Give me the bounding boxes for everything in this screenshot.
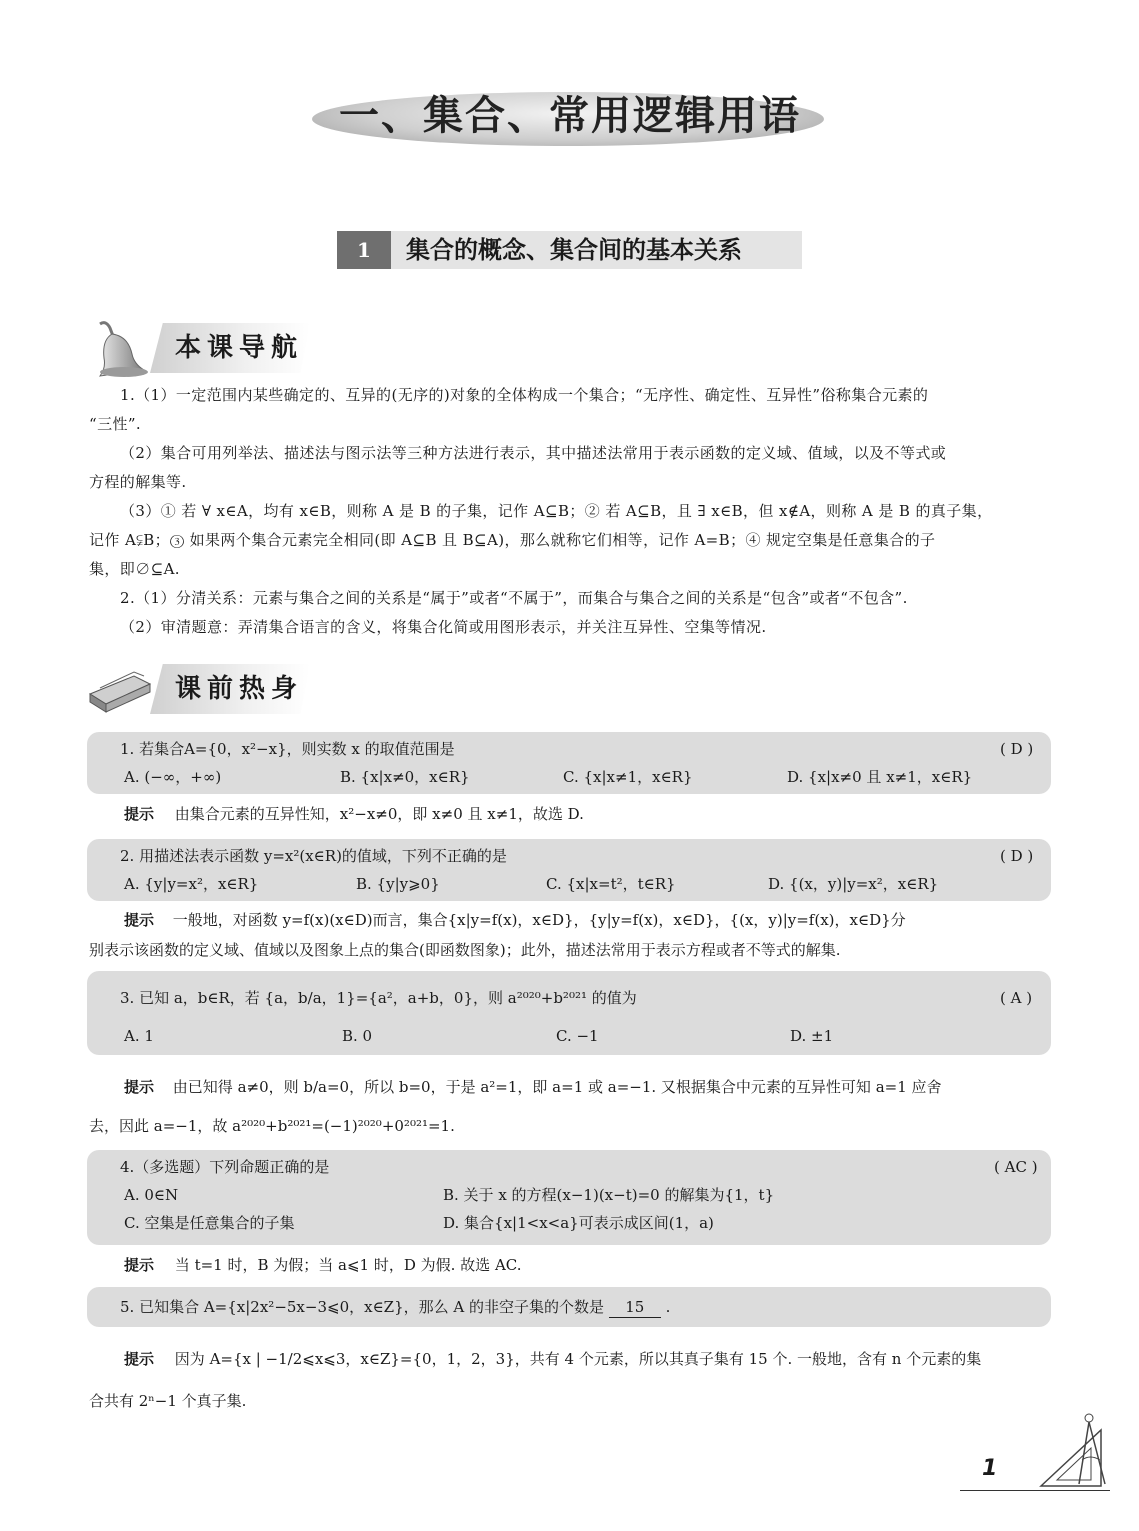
hint-text: 去，因此 a=−1，故 a²⁰²⁰+b²⁰²¹=(−1)²⁰²⁰+0²⁰²¹=1. <box>89 1117 455 1135</box>
question-stem: 2. 用描述法表示函数 y=x²(x∈R)的值域，下列不正确的是 <box>120 847 507 865</box>
option: D. {x|x≠0 且 x≠1，x∈R} <box>787 768 973 786</box>
option: A. (−∞，+∞) <box>124 768 222 786</box>
question-stem: 3. 已知 a，b∈R，若 {a，b/a，1}={a²，a+b，0}，则 a²⁰²⁰+b²⁰²¹ 的值为 <box>120 989 637 1007</box>
question-stem-text: 5. 已知集合 A={x|2x²−5x−3⩽0，x∈Z}，那么 A 的非空子集的个数是 <box>120 1298 605 1316</box>
nav-banner-title: 本课导航 <box>175 333 304 363</box>
option: C. 空集是任意集合的子集 <box>124 1214 295 1232</box>
question-stem <box>120 1293 670 1321</box>
option: C. {x|x=t²，t∈R} <box>546 875 676 893</box>
nav-line: （2）审清题意：弄清集合语言的含义，将集合化简或用图形表示，并关注互异性、空集等情况. <box>120 618 767 636</box>
page-number: 1 <box>982 1456 998 1481</box>
hint-text: 合共有 2ⁿ−1 个真子集. <box>89 1392 247 1410</box>
option: A. 0∈N <box>124 1186 179 1204</box>
warmup-banner-title: 课前热身 <box>175 674 304 704</box>
hint-text: 别表示该函数的定义域、值域以及图象上点的集合(即函数图象)；此外，描述法常用于表示方程或者不等式的解集. <box>89 941 841 959</box>
hint-label: 提示 <box>124 1256 155 1274</box>
compass-ruler-icon <box>1035 1410 1115 1490</box>
nav-line: 方程的解集等. <box>89 473 187 491</box>
option: D. 集合{x|1<x<a}可表示成区间(1，a) <box>443 1214 714 1232</box>
option: A. {y|y=x²，x∈R} <box>124 875 259 893</box>
option: C. {x|x≠1，x∈R} <box>563 768 693 786</box>
hint-text: 因为 A={x | −1/2⩽x⩽3，x∈Z}={0，1，2，3}，共有 4 个元素，所以其真子集有 15 个. 一般地，含有 n 个元素的集 <box>174 1350 982 1368</box>
option: B. {x|x≠0，x∈R} <box>340 768 470 786</box>
nav-line: 记作 A⫋B；③ 如果两个集合元素完全相同(即 A⊆B 且 B⊆A)，那么就称它们相等，记作 A=B；④ 规定空集是任意集合的子 <box>89 531 936 549</box>
hint-text: 一般地，对函数 y=f(x)(x∈D)而言，集合{x|y=f(x)，x∈D}，{y|y=f(x)，x∈D}，{(x，y)|y=f(x)，x∈D}分 <box>172 911 906 929</box>
question-answer: ( D ) <box>1000 740 1034 758</box>
hint-text: 由集合元素的互异性知，x²−x≠0，即 x≠0 且 x≠1，故选 D. <box>174 805 584 823</box>
section-title: 集合的概念、集合间的基本关系 <box>406 235 742 264</box>
books-icon <box>86 666 154 714</box>
option: B. 关于 x 的方程(x−1)(x−t)=0 的解集为{1，t} <box>443 1186 775 1204</box>
question-answer: ( AC ) <box>994 1158 1038 1176</box>
hint-text: 由已知得 a≠0，则 b/a=0，所以 b=0，于是 a²=1，即 a=1 或 a=−1. 又根据集合中元素的互异性可知 a=1 应舍 <box>172 1078 942 1096</box>
option: B. {y|y⩾0} <box>356 875 440 893</box>
question-stem: 4.（多选题）下列命题正确的是 <box>120 1158 330 1176</box>
question-answer: ( A ) <box>1000 989 1033 1007</box>
option: C. −1 <box>556 1027 599 1045</box>
hint-label: 提示 <box>124 1350 155 1368</box>
nav-line: 2.（1）分清关系：元素与集合之间的关系是“属于”或者“不属于”，而集合与集合之间的关系是“包含”或者“不包含”. <box>120 589 908 607</box>
chapter-title: 一、集合、常用逻辑用语 <box>339 92 801 139</box>
bell-icon <box>90 318 150 380</box>
nav-line: 1.（1）一定范围内某些确定的、互异的(无序的)对象的全体构成一个集合；“无序性、确定性、互异性”俗称集合元素的 <box>120 386 929 404</box>
nav-line: （2）集合可用列举法、描述法与图示法等三种方法进行表示，其中描述法常用于表示函数的定义域、值域，以及不等式或 <box>120 444 947 462</box>
hint-text: 当 t=1 时，B 为假；当 a⩽1 时，D 为假. 故选 AC. <box>174 1256 522 1274</box>
hint-label: 提示 <box>124 1078 155 1096</box>
option: A. 1 <box>124 1027 154 1045</box>
question-stem-end: . <box>665 1298 671 1316</box>
hint-label: 提示 <box>124 911 155 929</box>
section-number: 1 <box>337 231 391 269</box>
question-stem: 1. 若集合A={0，x²−x}，则实数 x 的取值范围是 <box>120 740 455 758</box>
option: B. 0 <box>342 1027 373 1045</box>
option: D. {(x，y)|y=x²，x∈R} <box>768 875 939 893</box>
option: D. ±1 <box>790 1027 834 1045</box>
question-answer: ( D ) <box>1000 847 1034 865</box>
nav-line: 集，即∅⊆A. <box>89 560 180 578</box>
nav-line: “三性”. <box>89 415 142 433</box>
hint-label: 提示 <box>124 805 155 823</box>
nav-line: （3）① 若 ∀ x∈A，均有 x∈B，则称 A 是 B 的子集，记作 A⊆B；② 若 A⊆B，且 ∃ x∈B，但 x∉A，则称 A 是 B 的真子集， <box>120 502 993 520</box>
answer-blank: 15 <box>609 1297 661 1318</box>
footer-rule <box>960 1490 1110 1491</box>
